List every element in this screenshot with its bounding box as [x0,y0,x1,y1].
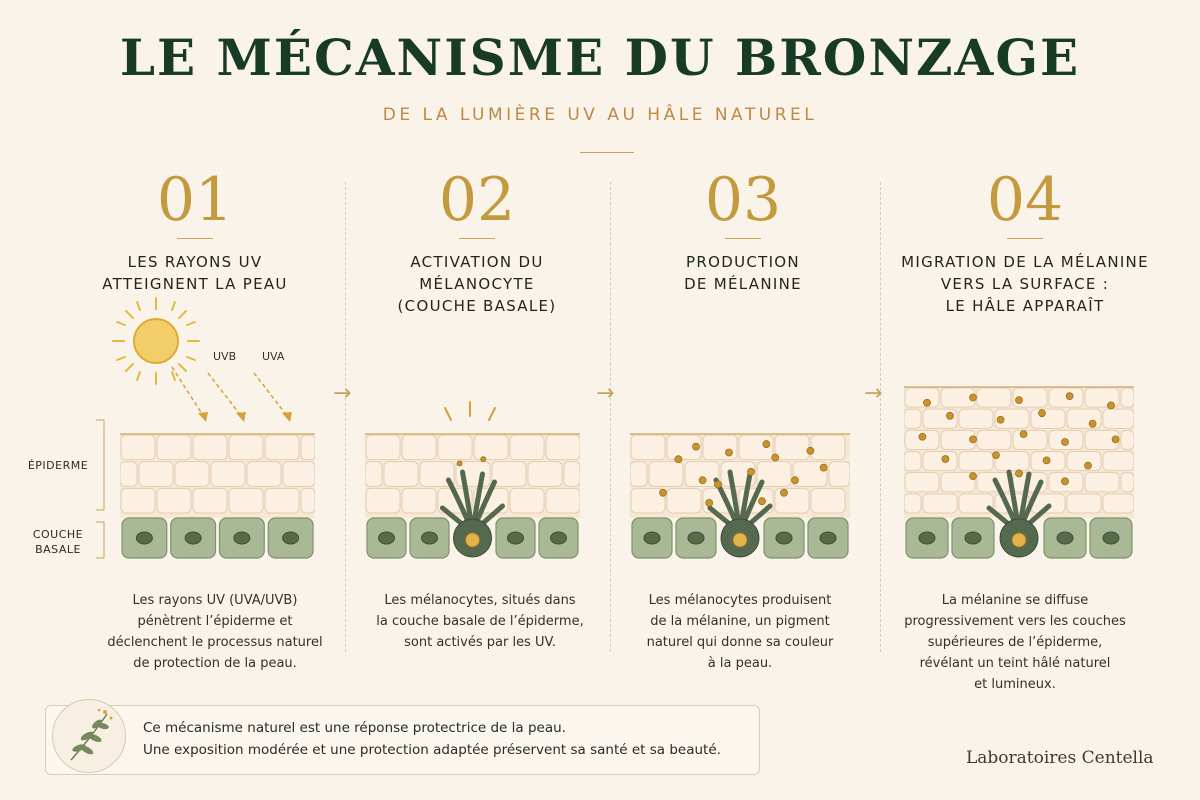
melanocyte-nucleus [466,533,480,547]
step-3-header [608,165,878,295]
sun-icon [113,298,199,384]
epidermal-cell [193,435,227,460]
epidermal-cell [564,462,580,487]
epidermal-cell [265,488,299,513]
basal-nucleus [551,532,567,544]
epidermal-cell [1103,494,1134,513]
step-rule [459,238,495,239]
epidermal-cell [139,462,173,487]
epidermal-cell [923,452,957,471]
melanin-granule [947,412,954,419]
uvb-label: UVB [213,350,237,363]
info-note [143,717,721,761]
basal-nucleus [776,532,792,544]
melanin-granule [919,433,926,440]
epidermal-cell [631,435,665,460]
epidermal-cell [283,462,315,487]
epidermal-cell [438,435,472,460]
page-subtitle: DE LA LUMIÈRE UV AU HÂLE NATUREL [382,105,818,125]
step-number: 03 [704,165,782,235]
epidermal-cell [811,488,845,513]
step-title: PRODUCTION DE MÉLANINE [684,253,802,293]
step-rule [177,238,213,239]
epidermal-cell [703,435,737,460]
melanin-granule [997,416,1004,423]
epidermal-cell [959,409,993,428]
epidermal-cell [229,488,263,513]
epidermal-cell [193,488,227,513]
arrow-right-icon: → [864,381,883,406]
melanin-granule [1066,393,1073,400]
epidermal-cell [995,452,1029,471]
epidermal-cell [546,435,580,460]
epidermal-cell [121,488,155,513]
epidermal-cell [211,462,245,487]
basal-nucleus [379,532,395,544]
basal-nucleus [965,532,981,544]
melanin-granule [1085,462,1092,469]
step-2-description: Les mélanocytes, situés dans la couche basale de l’épiderme, sont activés par les UV. [376,593,584,650]
step-1-description: Les rayons UV (UVA/UVB) pénètrent l’épiderme et déclenchent le processus naturel de protection de la peau. [107,593,323,671]
info-note-line-2: Une exposition modérée et une protection adaptée préservent sa santé et sa beauté. [143,742,721,758]
epidermal-cell [959,452,993,471]
epidermal-cell [977,430,1011,449]
melanin-granule [1043,457,1050,464]
epidermal-cell [1121,388,1134,407]
step-title: ACTIVATION DU MÉLANOCYTE (COUCHE BASALE) [397,253,557,315]
melanin-granule [993,452,1000,459]
step-rule [725,238,761,239]
epidermal-cell [366,435,400,460]
melanin-granule [706,499,713,506]
melanin-granule [924,399,931,406]
epidermal-cell [649,462,683,487]
epidermal-cell [546,488,580,513]
melanin-granule [693,443,700,450]
step-number: 04 [986,165,1064,235]
basal-nucleus [688,532,704,544]
melanocyte-nucleus [733,533,747,547]
melanin-granule [792,477,799,484]
melanin-granule [820,464,827,471]
step-2-header [342,165,612,317]
epidermal-cell [1013,430,1047,449]
epidermal-cell [775,435,809,460]
epidermal-cell [1121,430,1134,449]
melanin-granule [1089,420,1096,427]
skin-diagram-1 [120,430,315,560]
column-divider [880,182,881,652]
epidermal-cell [510,488,544,513]
step-1-header [60,165,330,295]
epidermal-cell [1103,409,1134,428]
melanin-granule [457,461,462,466]
melanin-granule [763,441,770,448]
epidermal-cell [1103,452,1134,471]
epidermal-cell [265,435,299,460]
epidermal-cell [175,462,209,487]
epidermal-cell [904,494,921,513]
epidermal-cell [904,452,921,471]
melanin-granule [942,456,949,463]
epidermal-cell [1121,473,1134,492]
leaf-badge [52,699,126,773]
melanin-granule [781,489,788,496]
basal-nucleus [136,532,152,544]
epidermal-cell [492,462,526,487]
epidermal-cell [157,488,191,513]
epidermal-cell [630,462,647,487]
skin-diagram-2 [365,430,580,560]
melanin-granule [807,447,814,454]
melanin-granule [970,436,977,443]
sun-and-uv-rays [110,295,330,435]
basal-nucleus [820,532,836,544]
melanocyte-nucleus [1012,533,1026,547]
basal-nucleus [1057,532,1073,544]
melanin-granule [675,456,682,463]
melanin-granule [772,454,779,461]
epidermal-cell [1085,473,1119,492]
melanin-granule [1062,478,1069,485]
basal-nucleus [234,532,250,544]
epidermal-cell [1067,452,1101,471]
epidermal-cell [247,462,281,487]
info-note-line-1: Ce mécanisme naturel est une réponse protectrice de la peau. [143,720,566,736]
melanin-granule [1016,397,1023,404]
epidermal-cell [365,462,382,487]
title-divider [580,152,634,153]
epidermal-cell [811,435,845,460]
melanin-granule [726,449,733,456]
melanin-granule [1039,410,1046,417]
melanin-granule [1062,439,1069,446]
epidermal-cell [229,435,263,460]
melanin-granule [699,477,706,484]
epidermal-cell [301,435,315,460]
basal-nucleus [644,532,660,544]
melanin-granule [1020,431,1027,438]
epidermal-cell [1067,494,1101,513]
layer-brackets [92,418,112,568]
arrow-right-icon: → [596,381,615,406]
epidermal-cell [366,488,400,513]
step-4-description: La mélanine se diffuse progressivement vers les couches supérieures de l’épiderme, révélant un teint hâlé naturel et lumineux. [904,593,1126,692]
page-title: LE MÉCANISME DU BRONZAGE [119,28,1081,87]
basal-nucleus [919,532,935,544]
melanin-granule [970,394,977,401]
melanin-granule [481,457,486,462]
epidermal-cell [977,388,1011,407]
epidermal-cell [301,488,315,513]
leaf-icon [53,700,125,772]
epidermal-cell [904,409,921,428]
basal-nucleus [422,532,438,544]
uva-label: UVA [262,350,285,363]
melanin-granule [660,489,667,496]
skin-diagram-4 [904,385,1134,560]
epidermal-cell [923,494,957,513]
step-number: 02 [438,165,516,235]
melanin-granule [1108,402,1115,409]
epidermal-cell [775,488,809,513]
epidermal-cell [121,435,155,460]
step-4-header [890,165,1160,317]
arrow-right-icon: → [333,381,352,406]
step-3-description: Les mélanocytes produisent de la mélanine, un pigment naturel qui donne sa couleur à la peau. [646,593,834,671]
epidermal-cell [402,488,436,513]
epidermal-cell [905,473,939,492]
couche-basale-label: COUCHE BASALE [32,528,84,556]
step-rule [1007,238,1043,239]
epidermal-cell [510,435,544,460]
step-title: MIGRATION DE LA MÉLANINE VERS LA SURFACE : LE HÂLE APPARAÎT [901,253,1149,315]
epidermal-cell [384,462,418,487]
epiderme-label: ÉPIDERME [27,459,89,472]
epidermal-cell [528,462,562,487]
epidermal-cell [905,388,939,407]
basal-nucleus [185,532,201,544]
step-number: 01 [156,165,234,235]
epidermal-cell [157,435,191,460]
basal-nucleus [1103,532,1119,544]
melanin-granule [715,481,722,488]
basal-nucleus [283,532,299,544]
epidermal-cell [474,435,508,460]
epidermal-cell [667,488,701,513]
skin-diagram-3 [630,430,850,560]
melanin-granule [1016,470,1023,477]
melanin-granule [759,498,766,505]
epidermal-cell [1031,409,1065,428]
brand-name: Laboratoires Centella [966,748,1154,768]
basal-nucleus [508,532,524,544]
epidermal-cell [120,462,137,487]
step-title: LES RAYONS UV ATTEIGNENT LA PEAU [102,253,288,293]
melanin-granule [1112,436,1119,443]
melanin-granule [970,473,977,480]
epidermal-cell [402,435,436,460]
epidermal-cell [829,462,850,487]
melanin-granule [748,468,755,475]
activation-rays [435,400,505,430]
